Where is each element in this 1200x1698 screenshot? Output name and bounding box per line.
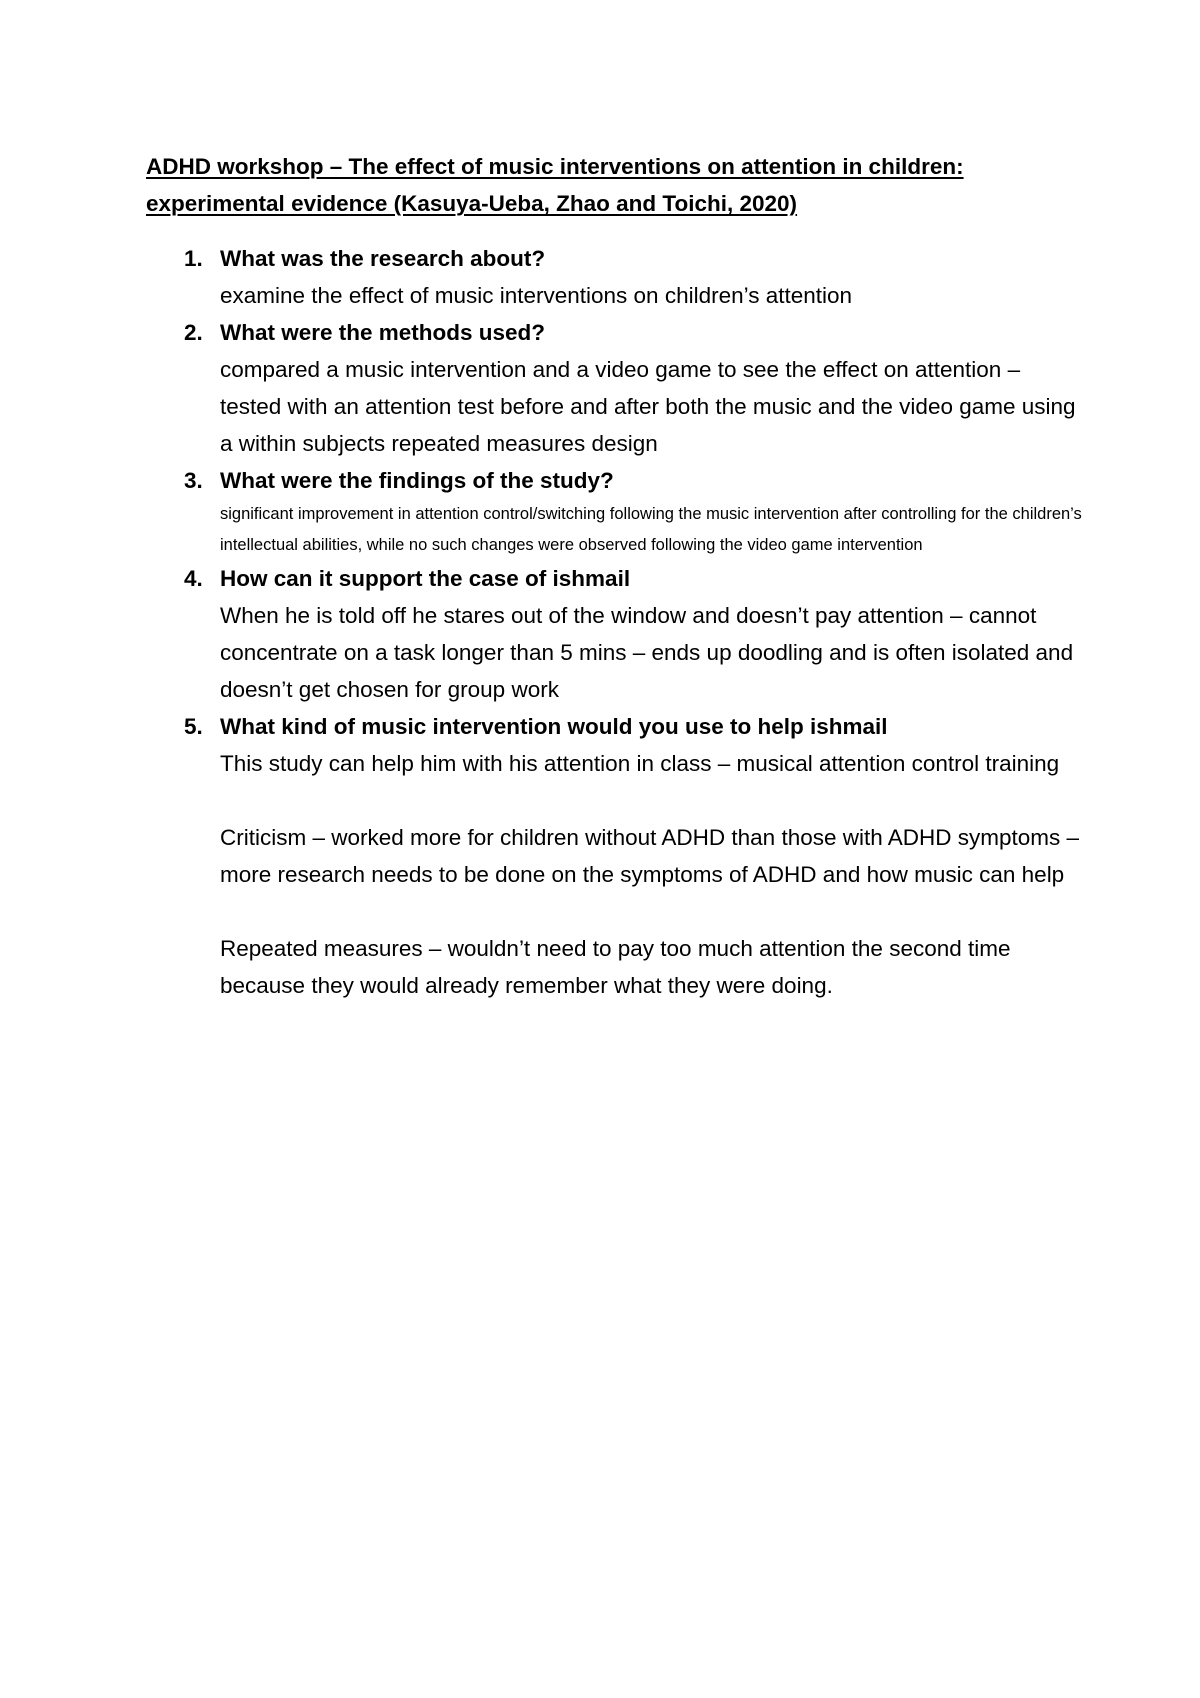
- paragraph-spacer: [0, 782, 1200, 819]
- item-number: 4.: [184, 566, 203, 591]
- question-list: [0, 240, 1200, 1004]
- repeated-measures-note: Repeated measures – wouldn’t need to pay too much attention the second time because they would already remember what they were doing.: [220, 936, 1011, 998]
- item-number: 2.: [184, 320, 203, 345]
- item-question: How can it support the case of ishmail: [220, 566, 631, 591]
- item-answer: compared a music intervention and a video game to see the effect on attention – tested with an attention test before and after both the music and the video game using a within subjects repeated measures design: [220, 357, 1076, 456]
- item-number: 3.: [184, 468, 203, 493]
- item-question: What was the research about?: [220, 246, 546, 271]
- item-answer: examine the effect of music interventions on children’s attention: [220, 283, 853, 308]
- list-item: [0, 462, 1200, 560]
- list-item: [0, 314, 1200, 462]
- item-question: What were the methods used?: [220, 320, 546, 345]
- item-number: 5.: [184, 714, 203, 739]
- paragraph-spacer: [0, 893, 1200, 930]
- list-item: [0, 240, 1200, 314]
- item-answer: significant improvement in attention control/switching following the music intervention after controlling for the children’s intellectual abilities, while no such changes were observed following the video game intervention: [220, 505, 1082, 554]
- item-number: 1.: [184, 246, 203, 271]
- item-answer: This study can help him with his attention in class – musical attention control training: [220, 751, 1060, 776]
- criticism-note: Criticism – worked more for children without ADHD than those with ADHD symptoms – more research needs to be done on the symptoms of ADHD and how music can help: [220, 825, 1080, 887]
- item-question: What kind of music intervention would you use to help ishmail: [220, 714, 888, 739]
- item-answer: When he is told off he stares out of the window and doesn’t pay attention – cannot concentrate on a task longer than 5 mins – ends up doodling and is often isolated and doesn’t get chosen for group work: [220, 603, 1074, 702]
- item-question: What were the findings of the study?: [220, 468, 614, 493]
- list-item: [0, 560, 1200, 708]
- list-item: [0, 708, 1200, 782]
- document-title: ADHD workshop – The effect of music interventions on attention in children: experimental evidence (Kasuya-Ueba, Zhao and Toichi, 2020): [146, 154, 964, 216]
